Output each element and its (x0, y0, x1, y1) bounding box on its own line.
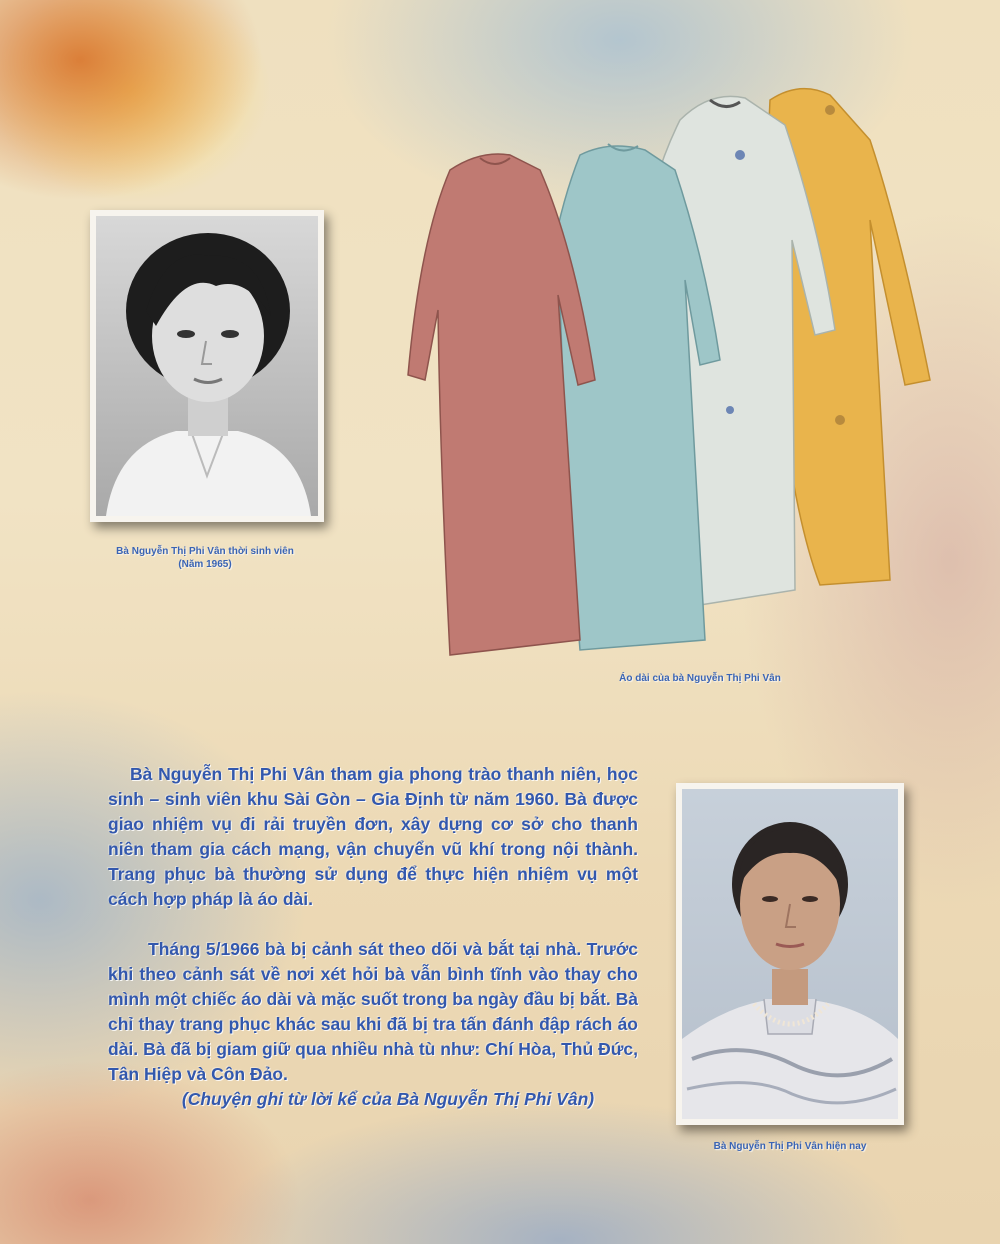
young-portrait-caption-year: (Năm 1965) (178, 559, 232, 570)
young-portrait-caption (80, 545, 330, 571)
current-portrait-photo (676, 783, 904, 1125)
current-portrait-caption: Bà Nguyễn Thị Phi Vân hiện nay (713, 1141, 867, 1152)
ao-dai-caption: Áo dài của bà Nguyễn Thị Phi Vân (619, 673, 781, 684)
story-paragraph-2: Tháng 5/1966 bà bị cảnh sát theo dõi và bắt tại nhà. Trước khi theo cảnh sát về nơi xét hỏi bà vẫn bình tĩnh vào thay cho mình một chiếc áo dài và mặc suốt trong ba ngày đầu bị bắt. Bà chỉ thay trang phục khác sau khi đã bị tra tấn đánh đập rách áo dài. Bà đã bị giam giữ qua nhiều nhà tù như: Chí Hòa, Thủ Đức, Tân Hiệp và Côn Đảo. (108, 939, 638, 1084)
young-portrait-photo (90, 210, 324, 522)
story-text (108, 762, 638, 1112)
young-portrait-caption-text: Bà Nguyễn Thị Phi Vân thời sinh viên (116, 546, 294, 557)
story-source-note: (Chuyện ghi từ lời kể của Bà Nguyễn Thị Phi Vân) (181, 1089, 595, 1109)
ao-dai-illustration (400, 80, 940, 660)
story-paragraph-1: Bà Nguyễn Thị Phi Vân tham gia phong trào thanh niên, học sinh – sinh viên khu Sài Gòn – Gia Định từ năm 1960. Bà được giao nhiệm vụ đi rải truyền đơn, xây dựng cơ sở cho thanh niên tham gia cách mạng, vận chuyển vũ khí trong nội thành. Trang phục bà thường sử dụng để thực hiện nhiệm vụ một cách hợp pháp là áo dài. (108, 764, 638, 909)
